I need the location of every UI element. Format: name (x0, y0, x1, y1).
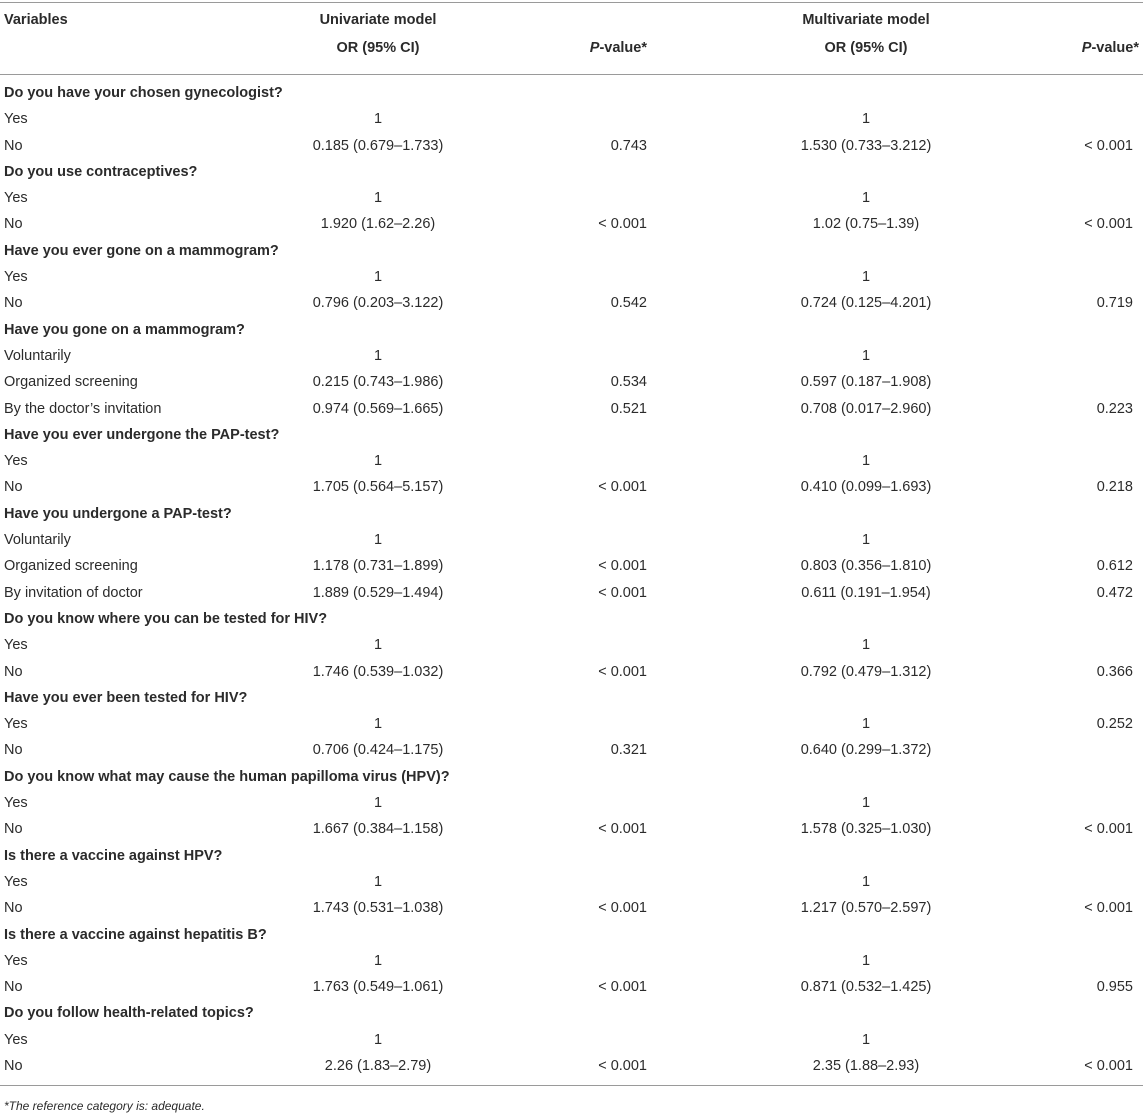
table-row (0, 1027, 1143, 1053)
multivariate-or-cell-text: 1 (861, 637, 871, 654)
category-label: No (4, 137, 23, 154)
question-label: Have you ever been tested for HIV? (4, 689, 248, 706)
table-row (0, 211, 1143, 237)
univariate-p-cell: < 0.001 (598, 479, 647, 496)
univariate-or-cell-text: 1.178 (0.731–1.899) (312, 558, 444, 575)
header-or-ci-univariate: OR (95% CI) (336, 40, 420, 56)
table-row (0, 816, 1143, 842)
univariate-or-cell-text: 0.974 (0.569–1.665) (312, 400, 444, 417)
univariate-p-cell: 0.743 (610, 137, 647, 154)
table-row (0, 527, 1143, 553)
category-label: Yes (4, 453, 28, 470)
univariate-p-cell: < 0.001 (598, 821, 647, 838)
univariate-p-cell: 0.534 (610, 374, 647, 391)
univariate-or-cell-text: 0.796 (0.203–3.122) (312, 295, 444, 312)
category-label: Yes (4, 716, 28, 733)
table-row (0, 106, 1143, 132)
question-label: Have you ever gone on a mammogram? (4, 242, 279, 259)
category-label: No (4, 900, 23, 917)
univariate-or-cell-text: 1.746 (0.539–1.032) (312, 663, 444, 680)
question-label: Do you have your chosen gynecologist? (4, 85, 283, 101)
multivariate-or-cell-text: 1 (861, 347, 871, 364)
univariate-or-cell-text: 1 (373, 111, 383, 128)
question-row (0, 606, 1143, 632)
univariate-or-cell-text: 1 (373, 347, 383, 364)
multivariate-or-cell-text: 1 (861, 532, 871, 549)
question-label: Do you know where you can be tested for HIV? (4, 610, 328, 627)
univariate-p-cell: 0.521 (610, 400, 647, 417)
question-row (0, 422, 1143, 448)
univariate-p-cell: < 0.001 (598, 558, 647, 575)
multivariate-or-cell-text: 1.02 (0.75–1.39) (812, 216, 920, 233)
question-row (0, 317, 1143, 343)
category-label: Yes (4, 637, 28, 654)
question-row (0, 843, 1143, 869)
univariate-or-cell-text: 1 (373, 795, 383, 812)
univariate-or-cell-text: 1 (373, 952, 383, 969)
question-label: Do you use contraceptives? (4, 163, 198, 180)
header-multivariate: Multivariate model (802, 12, 930, 28)
multivariate-or-cell-text: 0.611 (0.191–1.954) (801, 584, 931, 601)
multivariate-p-cell: 0.218 (1096, 479, 1133, 496)
category-label: By the doctor’s invitation (4, 400, 162, 417)
category-label: By invitation of doctor (4, 584, 143, 601)
univariate-p-cell: 0.321 (610, 742, 647, 759)
question-row (0, 159, 1143, 185)
table-row (0, 711, 1143, 737)
question-row (0, 1000, 1143, 1026)
multivariate-p-cell: 0.472 (1096, 584, 1133, 601)
multivariate-or-cell-text: 1.530 (0.733–3.212) (800, 137, 932, 154)
table-row (0, 133, 1143, 159)
header-p-letter-2: P (1081, 40, 1092, 56)
category-label: No (4, 479, 23, 496)
multivariate-or-cell-text: 1 (861, 269, 871, 286)
multivariate-or-cell-text: 1.217 (0.570–2.597) (800, 900, 932, 917)
header-p-value-multivariate (1082, 40, 1139, 56)
multivariate-p-cell: 0.252 (1096, 716, 1133, 733)
multivariate-or-cell-text: 0.871 (0.532–1.425) (800, 979, 932, 996)
multivariate-p-cell: 0.612 (1096, 558, 1133, 575)
category-label: No (4, 742, 23, 759)
question-label: Have you gone on a mammogram? (4, 321, 245, 338)
univariate-or-cell-text: 1.920 (1.62–2.26) (320, 216, 436, 233)
question-label: Have you undergone a PAP-test? (4, 505, 232, 522)
question-row (0, 501, 1143, 527)
multivariate-or-cell-text: 1 (861, 1031, 871, 1048)
univariate-or-cell-text: 1.667 (0.384–1.158) (312, 821, 444, 838)
category-label: No (4, 216, 23, 233)
table-row (0, 396, 1143, 422)
table-row (0, 369, 1143, 395)
category-label: No (4, 979, 23, 996)
multivariate-p-cell: < 0.001 (1084, 216, 1133, 233)
category-label: Yes (4, 1031, 28, 1048)
univariate-or-cell-text: 1 (373, 637, 383, 654)
univariate-or-cell-text: 1 (373, 873, 383, 890)
univariate-p-cell: < 0.001 (598, 900, 647, 917)
category-label: Yes (4, 190, 28, 207)
category-label: Yes (4, 269, 28, 286)
multivariate-or-cell-text: 1 (861, 453, 871, 470)
table-row (0, 869, 1143, 895)
header-or-ci-multivariate: OR (95% CI) (824, 40, 908, 56)
category-label: Voluntarily (4, 532, 71, 549)
univariate-or-cell-text: 1 (373, 190, 383, 207)
univariate-p-cell: < 0.001 (598, 979, 647, 996)
multivariate-or-cell-text: 1 (861, 190, 871, 207)
univariate-p-cell: < 0.001 (598, 1057, 647, 1074)
multivariate-or-cell-text: 1 (861, 873, 871, 890)
category-label: Voluntarily (4, 347, 71, 364)
table-row (0, 1053, 1143, 1079)
table-body (0, 80, 1143, 1079)
table-row (0, 448, 1143, 474)
table-row (0, 185, 1143, 211)
category-label: Organized screening (4, 374, 138, 391)
table-row (0, 474, 1143, 500)
univariate-or-cell-text: 1.743 (0.531–1.038) (312, 900, 444, 917)
table-row (0, 290, 1143, 316)
question-label: Do you follow health-related topics? (4, 1005, 254, 1022)
category-label: Yes (4, 111, 28, 128)
header-rule (0, 74, 1143, 75)
question-row (0, 238, 1143, 264)
header-p-letter: P (589, 40, 600, 56)
header-p-value-univariate (590, 40, 647, 56)
univariate-or-cell-text: 0.215 (0.743–1.986) (312, 374, 444, 391)
univariate-or-cell-text: 2.26 (1.83–2.79) (324, 1057, 432, 1074)
table-row (0, 632, 1143, 658)
category-label: Yes (4, 952, 28, 969)
table-row (0, 895, 1143, 921)
univariate-or-cell-text: 0.706 (0.424–1.175) (312, 742, 444, 759)
multivariate-or-cell-text: 0.708 (0.017–2.960) (800, 400, 932, 417)
univariate-p-cell: < 0.001 (598, 216, 647, 233)
category-label: Yes (4, 795, 28, 812)
multivariate-or-cell-text: 0.803 (0.356–1.810) (800, 558, 932, 575)
table-row (0, 974, 1143, 1000)
multivariate-or-cell-text: 0.724 (0.125–4.201) (800, 295, 932, 312)
multivariate-p-cell: < 0.001 (1084, 1057, 1133, 1074)
question-row (0, 685, 1143, 711)
univariate-or-cell-text: 1 (373, 716, 383, 733)
multivariate-p-cell: 0.366 (1096, 663, 1133, 680)
table-row (0, 659, 1143, 685)
multivariate-or-cell-text: 2.35 (1.88–2.93) (812, 1057, 920, 1074)
multivariate-or-cell-text: 0.640 (0.299–1.372) (800, 742, 932, 759)
table-row (0, 264, 1143, 290)
header-p-suffix: -value* (599, 40, 647, 56)
multivariate-p-cell: < 0.001 (1084, 137, 1133, 154)
table-row (0, 580, 1143, 606)
category-label: No (4, 663, 23, 680)
univariate-or-cell-text: 0.185 (0.679–1.733) (312, 137, 444, 154)
question-label: Is there a vaccine against HPV? (4, 847, 223, 864)
header-variables: Variables (4, 12, 68, 28)
header-p-suffix-2: -value* (1091, 40, 1139, 56)
table-row (0, 737, 1143, 763)
question-label: Is there a vaccine against hepatitis B? (4, 926, 267, 943)
multivariate-or-cell-text: 0.597 (0.187–1.908) (800, 374, 932, 391)
univariate-or-cell-text: 1 (373, 532, 383, 549)
question-label: Have you ever undergone the PAP-test? (4, 426, 280, 443)
category-label: Yes (4, 873, 28, 890)
multivariate-or-cell-text: 1 (861, 716, 871, 733)
multivariate-p-cell: < 0.001 (1084, 821, 1133, 838)
multivariate-or-cell-text: 1.578 (0.325–1.030) (800, 821, 932, 838)
table-row (0, 790, 1143, 816)
multivariate-or-cell-text: 1 (861, 952, 871, 969)
univariate-p-cell: < 0.001 (598, 584, 647, 601)
multivariate-or-cell-text: 1 (861, 111, 871, 128)
question-row (0, 922, 1143, 948)
category-label: No (4, 1057, 23, 1074)
multivariate-p-cell: 0.719 (1096, 295, 1133, 312)
question-row (0, 80, 1143, 106)
univariate-or-cell-text: 1 (373, 1031, 383, 1048)
table-row (0, 948, 1143, 974)
category-label: No (4, 821, 23, 838)
univariate-or-cell-text: 1.705 (0.564–5.157) (312, 479, 444, 496)
multivariate-p-cell: < 0.001 (1084, 900, 1133, 917)
univariate-p-cell: 0.542 (610, 295, 647, 312)
univariate-or-cell-text: 1 (373, 269, 383, 286)
univariate-p-cell: < 0.001 (598, 663, 647, 680)
multivariate-p-cell: 0.223 (1096, 400, 1133, 417)
question-row (0, 764, 1143, 790)
header-univariate: Univariate model (319, 12, 437, 28)
univariate-or-cell-text: 1.889 (0.529–1.494) (312, 584, 444, 601)
multivariate-or-cell-text: 0.792 (0.479–1.312) (800, 663, 932, 680)
table-row (0, 343, 1143, 369)
footnote: *The reference category is: adequate. (4, 1099, 205, 1113)
table-bottom-rule (0, 1085, 1143, 1086)
table-top-rule (0, 2, 1143, 3)
category-label: Organized screening (4, 558, 138, 575)
multivariate-p-cell: 0.955 (1096, 979, 1133, 996)
univariate-or-cell-text: 1.763 (0.549–1.061) (312, 979, 444, 996)
univariate-or-cell-text: 1 (373, 453, 383, 470)
multivariate-or-cell-text: 0.410 (0.099–1.693) (800, 479, 932, 496)
table-row (0, 553, 1143, 579)
multivariate-or-cell-text: 1 (861, 795, 871, 812)
category-label: No (4, 295, 23, 312)
question-label: Do you know what may cause the human papilloma virus (HPV)? (4, 768, 450, 785)
